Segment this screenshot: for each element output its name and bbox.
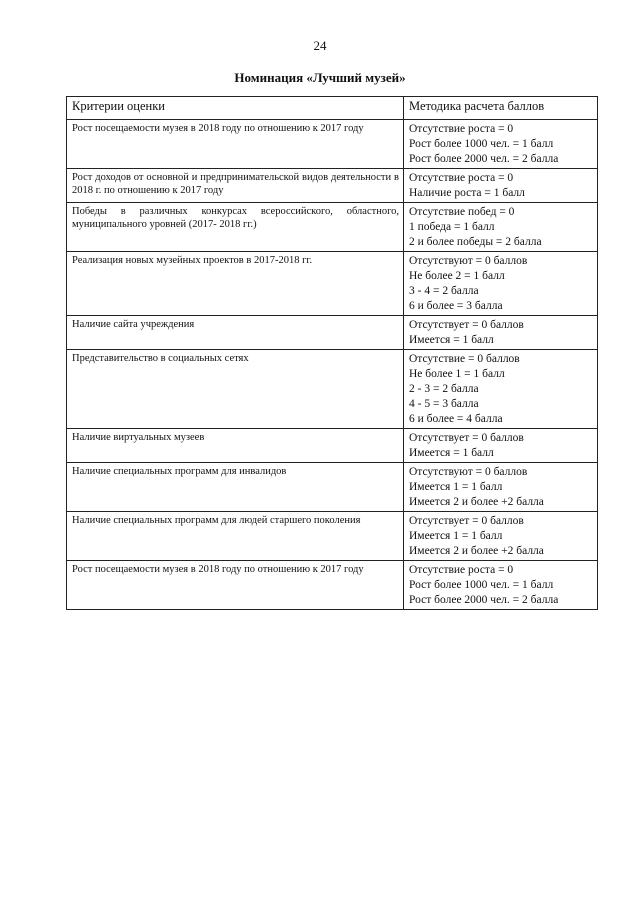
table-row [67,252,598,316]
method-line: Не более 1 = 1 балл [409,368,505,380]
header-criteria: Критерии оценки [67,97,404,120]
method-cell [404,350,598,429]
table-row [67,463,598,512]
table-row [67,203,598,252]
criterion-cell: Представительство в социальных сетях [67,350,404,429]
page-title: Номинация «Лучший музей» [234,70,406,85]
criterion-cell: Рост посещаемости музея в 2018 году по отношению к 2017 году [67,120,404,169]
method-cell [404,429,598,463]
method-line: Отсутствуют = 0 баллов [409,466,528,478]
table-row [67,512,598,561]
method-line: Отсутствует = 0 баллов [409,515,524,527]
method-cell [404,169,598,203]
method-line: 3 - 4 = 2 балла [409,285,479,297]
method-line: Отсутствие побед = 0 [409,206,515,218]
table-row [67,316,598,350]
method-line: 2 - 3 = 2 балла [409,383,479,395]
method-cell [404,203,598,252]
method-line: Не более 2 = 1 балл [409,270,505,282]
method-line: 1 победа = 1 балл [409,221,495,233]
criterion-cell: Наличие виртуальных музеев [67,429,404,463]
method-cell [404,316,598,350]
table-row [67,429,598,463]
method-line: Отсутствуют = 0 баллов [409,255,528,267]
method-cell [404,561,598,610]
criterion-cell: Победы в различных конкурсах всероссийского, областного, муниципального уровней (2017- 2018 гг.) [67,203,404,252]
method-line: Отсутствие = 0 баллов [409,353,520,365]
method-line: Отсутствие роста = 0 [409,123,514,135]
criterion-cell: Наличие специальных программ для инвалидов [67,463,404,512]
criterion-cell: Наличие специальных программ для людей старшего поколения [67,512,404,561]
method-cell [404,463,598,512]
criteria-table [66,96,598,610]
method-cell [404,512,598,561]
table-row [67,120,598,169]
method-line: Имеется 2 и более +2 балла [409,496,544,508]
method-line: Рост более 1000 чел. = 1 балл [409,138,554,150]
criterion-cell: Рост доходов от основной и предпринимательской видов деятельности в 2018 г. по отношению к 2017 году [67,169,404,203]
method-line: 6 и более = 4 балла [409,413,503,425]
page-number: 24 [313,38,327,53]
method-line: 4 - 5 = 3 балла [409,398,479,410]
method-line: Имеется = 1 балл [409,447,494,459]
method-line: Имеется 1 = 1 балл [409,481,503,493]
method-line: Рост более 2000 чел. = 2 балла [409,594,559,606]
method-line: Отсутствует = 0 баллов [409,432,524,444]
criterion-cell: Рост посещаемости музея в 2018 году по отношению к 2017 году [67,561,404,610]
table-row [67,561,598,610]
table-row [67,169,598,203]
method-line: Имеется 1 = 1 балл [409,530,503,542]
table-header-row [67,97,598,120]
header-method: Методика расчета баллов [404,97,598,120]
table-row [67,350,598,429]
method-line: Рост более 1000 чел. = 1 балл [409,579,554,591]
method-line: Отсутствует = 0 баллов [409,319,524,331]
method-line: 2 и более победы = 2 балла [409,236,542,248]
method-line: Наличие роста = 1 балл [409,187,525,199]
method-line: Имеется 2 и более +2 балла [409,545,544,557]
method-cell [404,120,598,169]
method-cell [404,252,598,316]
criterion-cell: Наличие сайта учреждения [67,316,404,350]
method-line: Рост более 2000 чел. = 2 балла [409,153,559,165]
criterion-cell: Реализация новых музейных проектов в 2017-2018 гг. [67,252,404,316]
method-line: Отсутствие роста = 0 [409,172,514,184]
method-line: Имеется = 1 балл [409,334,494,346]
method-line: Отсутствие роста = 0 [409,564,514,576]
method-line: 6 и более = 3 балла [409,300,503,312]
